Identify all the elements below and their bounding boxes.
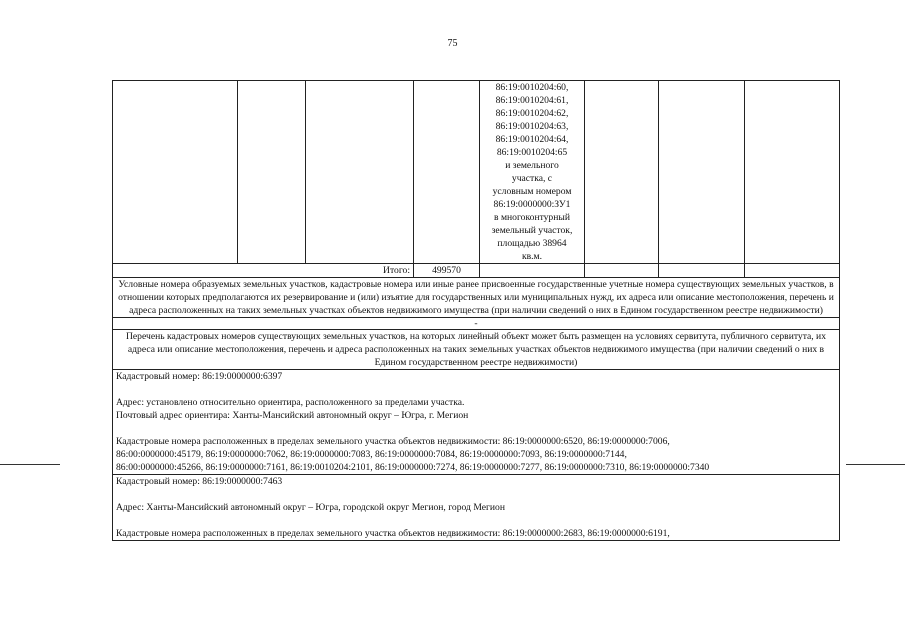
total-label: Итого: <box>113 264 414 278</box>
parcel-row <box>113 475 840 541</box>
parcel-info-cell <box>113 475 840 541</box>
table-cell-empty <box>306 81 414 264</box>
parcel-row <box>113 370 840 475</box>
section-heading-servitude: Перечень кадастровых номеров существующих земельных участков, на которых линейный объект может быть размещен на условиях сервитута, публичного сервитута, их адреса или описание местоположения, перечень и адреса расположенных на таких земельных участках объектов недвижимого имущества (при наличии сведений о них в Едином государственном реестре недвижимости) <box>113 330 840 370</box>
table-cell-empty <box>659 264 745 278</box>
land-parcels-table <box>112 80 840 541</box>
total-value: 499570 <box>414 264 480 278</box>
section-value-row <box>113 318 840 330</box>
parcel-address: Адрес: установлено относительно ориентира, расположенного за пределами участка. <box>116 397 465 408</box>
section-heading-row <box>113 330 840 370</box>
cadastral-line: 86:19:0010204:64, <box>495 134 569 145</box>
parcel-cadastral-number: Кадастровый номер: 86:19:0000000:6397 <box>116 371 283 382</box>
spacer <box>116 422 836 435</box>
cadastral-line: 86:19:0010204:61, <box>495 95 569 106</box>
cadastral-line: участка, с <box>511 173 553 184</box>
table-cell-empty <box>113 81 238 264</box>
section-heading-reservation: Условные номера образуемых земельных участков, кадастровые номера или иные ранее присвоенные государственные учетные номера существующих земельных участков, в отношении которых предполагаются их резервирование и (или) изъятие для государственных или муниципальных нужд, их адреса или описание местоположения, перечень и адреса расположенных на таких земельных участках объектов недвижимого имущества (при наличии сведений о них в Едином государственном реестре недвижимости) <box>113 278 840 318</box>
table-row-continuation <box>113 81 840 264</box>
spacer <box>116 514 836 527</box>
parcel-info-cell <box>113 370 840 475</box>
scan-fold-mark-left <box>0 464 60 465</box>
cadastral-line: земельный участок, <box>491 225 573 236</box>
table-cell-empty <box>745 81 840 264</box>
table-cell-empty <box>414 81 480 264</box>
table-cell-empty <box>480 264 585 278</box>
spacer <box>116 383 836 396</box>
cadastral-line: и земельного <box>505 160 559 171</box>
cadastral-line: условным номером <box>492 186 572 197</box>
scan-fold-mark-right <box>846 464 905 465</box>
cadastral-line: 86:19:0010204:60, <box>495 82 569 93</box>
parcel-cadastral-number: Кадастровый номер: 86:19:0000000:7463 <box>116 476 283 487</box>
table-cell-empty <box>238 81 306 264</box>
table-cell-empty <box>659 81 745 264</box>
cadastral-numbers-cell <box>480 81 585 264</box>
table-row-total <box>113 264 840 278</box>
page-number: 75 <box>447 38 458 49</box>
cadastral-line: кв.м. <box>521 251 543 262</box>
cadastral-line: 86:19:0010204:63, <box>495 121 569 132</box>
cadastral-line: 86:19:0010204:62, <box>495 108 569 119</box>
parcel-address: Адрес: Ханты-Мансийский автономный округ – Югра, городской округ Мегион, город Мегион <box>116 502 505 513</box>
table-cell-empty <box>585 264 659 278</box>
table-cell-empty <box>585 81 659 264</box>
cadastral-line: в многоконтурный <box>494 212 570 223</box>
cadastral-line: площадью 38964 <box>497 238 567 249</box>
spacer <box>116 488 836 501</box>
section-value-dash: - <box>113 318 840 330</box>
parcel-objects-line: Кадастровые номера расположенных в пределах земельного участка объектов недвижимости: 86:19:0000000:2683, 86:19:0000000:6191, <box>116 528 670 539</box>
parcel-objects-line: Кадастровые номера расположенных в пределах земельного участка объектов недвижимости: 86:19:0000000:6520, 86:19:0000000:7006, <box>116 436 670 447</box>
parcel-objects-line: 86:00:0000000:45266, 86:19:0000000:7161, 86:19:0010204:2101, 86:19:0000000:7274, 86:19:0000000:7277, 86:19:0000000:7310, 86:19:0000000:7340 <box>116 462 710 473</box>
cadastral-line: 86:19:0010204:65 <box>496 147 568 158</box>
table-cell-empty <box>745 264 840 278</box>
parcel-objects-line: 86:00:0000000:45179, 86:19:0000000:7062, 86:19:0000000:7083, 86:19:0000000:7084, 86:19:0000000:7093, 86:19:0000000:7144, <box>116 449 627 460</box>
parcel-postal-address: Почтовый адрес ориентира: Ханты-Мансийский автономный округ – Югра, г. Мегион <box>116 410 469 421</box>
section-heading-row <box>113 278 840 318</box>
cadastral-line: 86:19:0000000:ЗУ1 <box>493 199 571 210</box>
